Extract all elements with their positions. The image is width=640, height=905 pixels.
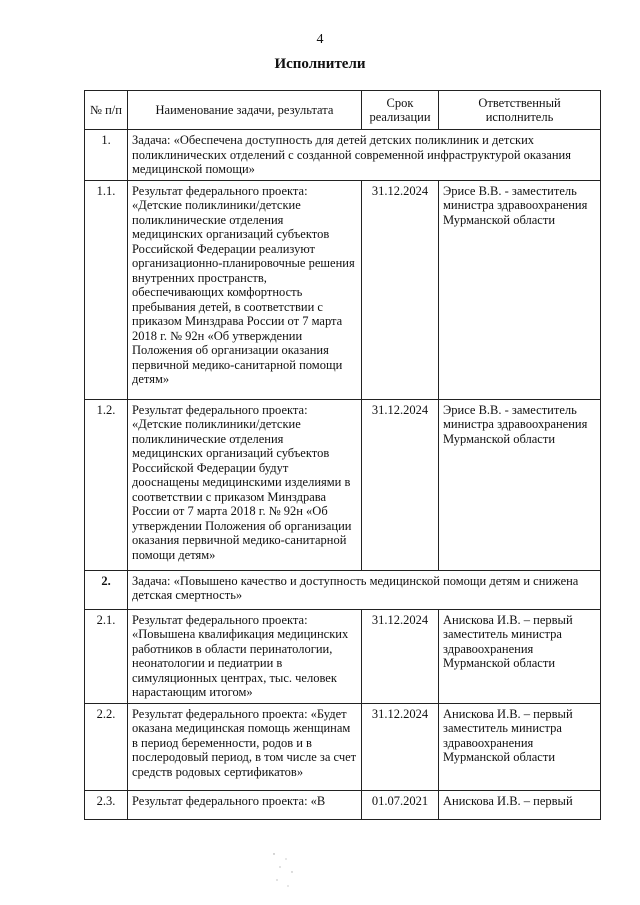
header-deadline: Срок реализации xyxy=(362,91,439,130)
deadline: 31.12.2024 xyxy=(362,399,439,570)
responsible: Анискова И.В. – первый xyxy=(439,790,601,819)
header-task-name: Наименование задачи, результата xyxy=(128,91,362,130)
task-text: Задача: «Повышено качество и доступность медицинской помощи детям и снижена детская смертность» xyxy=(128,570,601,609)
deadline: 01.07.2021 xyxy=(362,790,439,819)
table-row xyxy=(85,180,601,399)
row-number: 1. xyxy=(85,130,128,181)
header-responsible: Ответственный исполнитель xyxy=(439,91,601,130)
executors-table xyxy=(84,90,601,820)
table-row xyxy=(85,399,601,570)
task-text: Задача: «Обеспечена доступность для детей детских поликлиник и детских поликлинических отделений с созданной современной инфраструктурой оказания медицинской помощи» xyxy=(128,130,601,181)
responsible: Анискова И.В. – первый заместитель министра здравоохранения Мурманской области xyxy=(439,609,601,703)
responsible: Эрисе В.В. - заместитель министра здравоохранения Мурманской области xyxy=(439,399,601,570)
result-text: Результат федерального проекта: «Детские поликлиники/детские поликлинические отделения медицинских организаций субъектов Российской Федерации будут дооснащены медицинскими изделиями в соответствии с приказом Минздрава России от 7 марта 2018 г. № 92н «Об утверждении Положения об организации оказания первичной медико-санитарной помощи детям» xyxy=(128,399,362,570)
page-title: Исполнители xyxy=(274,56,366,72)
table-row xyxy=(85,130,601,181)
row-number: 2.1. xyxy=(85,609,128,703)
deadline: 31.12.2024 xyxy=(362,609,439,703)
result-text: Результат федерального проекта: «Повышена квалификация медицинских работников в области перинатологии, неонатологии и педиатрии в симуляционных центрах, тыс. человек нарастающим итогом» xyxy=(128,609,362,703)
deadline: 31.12.2024 xyxy=(362,703,439,790)
table-row xyxy=(85,703,601,790)
row-number: 1.2. xyxy=(85,399,128,570)
result-text: Результат федерального проекта: «Детские поликлиники/детские поликлинические отделения медицинских организаций субъектов Российской Федерации реализуют организационно-планировочные решения внутренних пространств, обеспечивающих комфортность пребывания детей, в соответствии с приказом Минздрава России от 7 марта 2018 г. № 92н «Об утверждении Положения об организации оказания первичной медико-санитарной помощи детям» xyxy=(128,180,362,399)
table-header-row xyxy=(85,91,601,130)
deadline: 31.12.2024 xyxy=(362,180,439,399)
row-number: 2. xyxy=(85,570,128,609)
table-row xyxy=(85,790,601,819)
row-number: 1.1. xyxy=(85,180,128,399)
table-row xyxy=(85,609,601,703)
result-text: Результат федерального проекта: «В xyxy=(128,790,362,819)
table-row xyxy=(85,570,601,609)
scan-noise xyxy=(268,850,308,890)
page-number: 4 xyxy=(316,32,324,47)
row-number: 2.3. xyxy=(85,790,128,819)
responsible: Анискова И.В. – первый заместитель министра здравоохранения Мурманской области xyxy=(439,703,601,790)
result-text: Результат федерального проекта: «Будет оказана медицинская помощь женщинам в период беременности, родов и в послеродовый период, в том числе за счет средств родовых сертификатов» xyxy=(128,703,362,790)
responsible: Эрисе В.В. - заместитель министра здравоохранения Мурманской области xyxy=(439,180,601,399)
header-number: № п/п xyxy=(85,91,128,130)
row-number: 2.2. xyxy=(85,703,128,790)
